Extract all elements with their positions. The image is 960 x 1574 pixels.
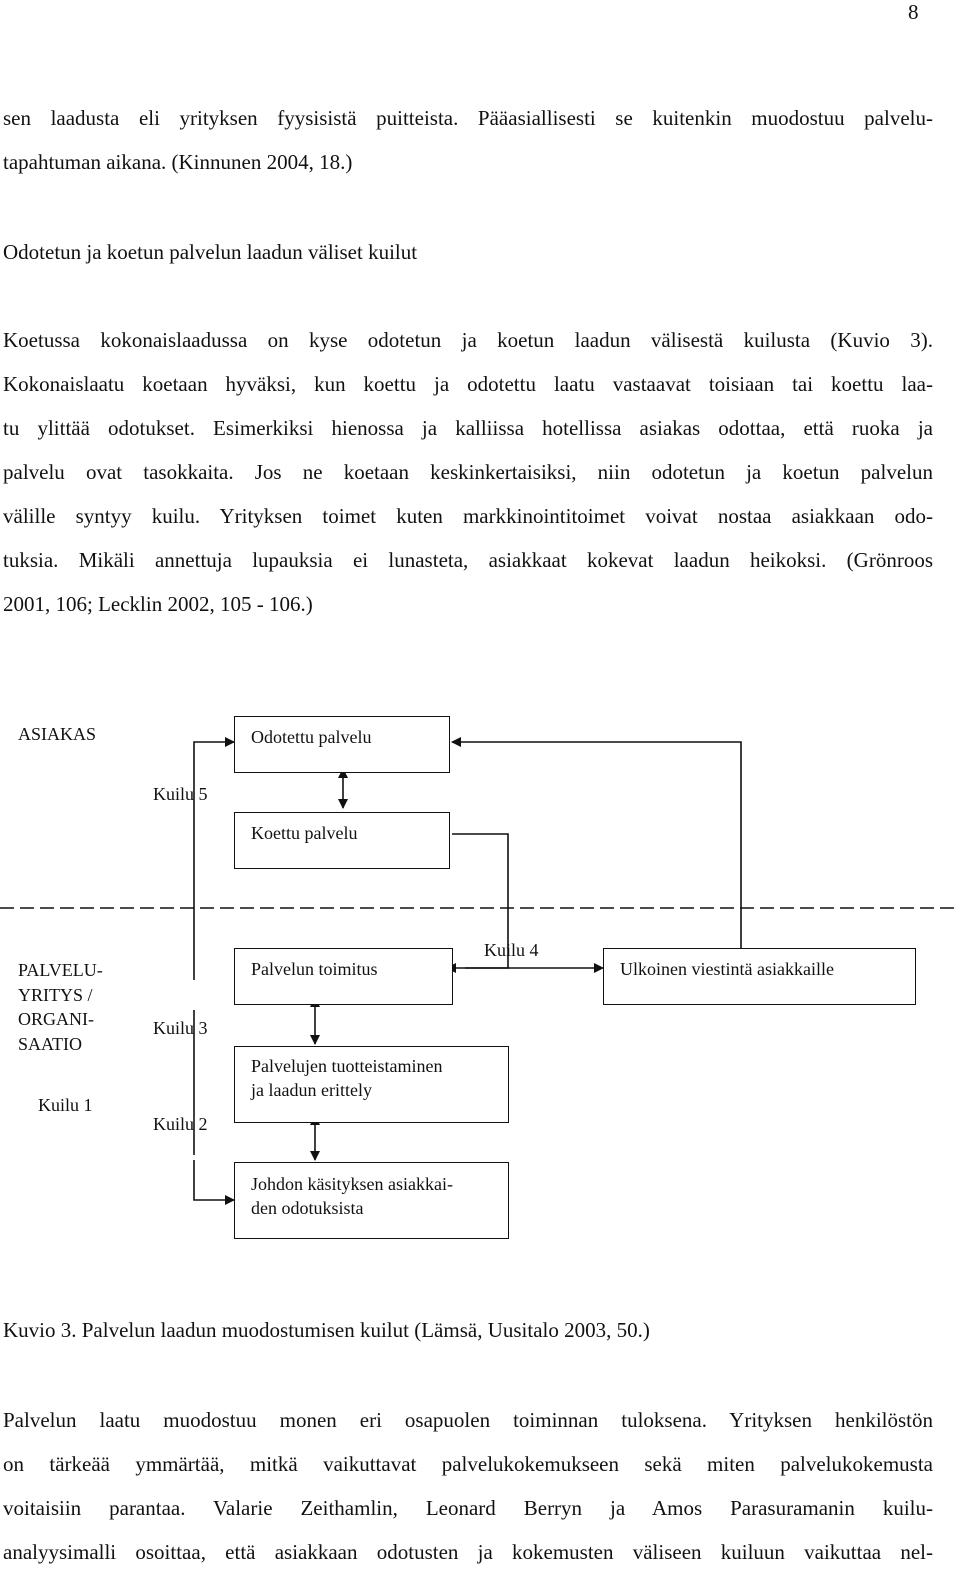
text-line: 2001, 106; Lecklin 2002, 105 - 106.) [3, 592, 313, 616]
kuilu2-label: Kuilu 2 [153, 1114, 208, 1134]
text-line: tapahtuman aikana. (Kinnunen 2004, 18.) [3, 150, 353, 174]
text-line: sen laadusta eli yrityksen fyysisistä puitteista. Pääasiallisesti se kuitenkin muodostuu palvelu- [3, 106, 933, 130]
section-heading: Odotetun ja koetun palvelun laadun väliset kuilut [3, 240, 418, 264]
text-line: analyysimalli osoittaa, että asiakkaan odotusten ja kokemusten väliseen kuiluun vaikuttaa nel- [3, 1540, 933, 1564]
service-delivery-box [234, 948, 453, 1005]
external-communication-box [603, 948, 916, 1005]
paragraph-model [3, 1398, 933, 1574]
box-label: Odotettu palvelu [251, 727, 372, 747]
customer-label: ASIAKAS [18, 724, 97, 744]
organisation-label-line: PALVELU- [18, 960, 103, 980]
kuilu5-connector [194, 742, 234, 980]
figure-caption: Kuvio 3. Palvelun laadun muodostumisen kuilut (Lämsä, Uusitalo 2003, 50.) [3, 1318, 650, 1342]
text-line: välille syntyy kuilu. Yrityksen toimet kuten markkinointitoimet voivat nostaa asiakkaan odo- [3, 504, 933, 528]
text-line: tuksia. Mikäli annettuja lupauksia ei lunasteta, asiakkaat kokevat laadun heikoksi. (Grönroos [3, 548, 933, 572]
box-label: Johdon käsityksen asiakkai- [251, 1174, 453, 1194]
kuilu5-label: Kuilu 5 [153, 784, 208, 804]
text-line: palvelu ovat tasokkaita. Jos ne koetaan keskinkertaisiksi, niin odotetun ja koetun palvelun [3, 460, 933, 484]
box-label: den odotuksista [251, 1198, 364, 1218]
service-specification-box [234, 1046, 509, 1123]
text-line: voitaisiin parantaa. Valarie Zeithamlin, Leonard Berryn ja Amos Parasuramanin kuilu- [3, 1496, 933, 1520]
kuilu4-label: Kuilu 4 [484, 940, 539, 960]
text-line: Palvelun laatu muodostuu monen eri osapuolen toiminnan tuloksena. Yrityksen henkilöstön [3, 1408, 933, 1432]
expected-service-box [234, 716, 450, 773]
kuilu3-label: Kuilu 3 [153, 1018, 208, 1038]
box-label: Koettu palvelu [251, 823, 358, 843]
external-communication-loop [452, 742, 741, 948]
experienced-service-box [234, 812, 450, 869]
kuilu1-connector [194, 1160, 234, 1200]
box-label: Ulkoinen viestintä asiakkaille [620, 959, 834, 979]
kuilu1-label: Kuilu 1 [38, 1095, 93, 1115]
text-line: on tärkeää ymmärtää, mitkä vaikuttavat palvelukokemukseen sekä miten palvelukokemusta [3, 1452, 933, 1476]
box-label: Palvelun toimitus [251, 959, 378, 979]
box-label: Palvelujen tuotteistaminen [251, 1056, 443, 1076]
management-perception-box [234, 1162, 509, 1239]
text-line: Kokonaislaatu koetaan hyväksi, kun koettu ja odotettu laatu vastaavat toisiaan tai koettu laa- [3, 372, 933, 396]
box-label: ja laadun erittely [251, 1080, 372, 1100]
organisation-label-line: SAATIO [18, 1033, 83, 1054]
paragraph-intro [3, 96, 933, 184]
paragraph-gaps [3, 318, 933, 626]
text-line: tu ylittää odotukset. Esimerkiksi hienossa ja kalliissa hotellissa asiakas odottaa, että ruoka ja [3, 416, 933, 440]
organisation-label [18, 958, 103, 1056]
text-line: Koetussa kokonaislaadussa on kyse odotetun ja koetun laadun välisestä kuilusta (Kuvio 3). [3, 328, 933, 352]
organisation-label-line: YRITYS / [18, 984, 93, 1005]
gap-model-diagram [0, 700, 960, 1260]
page-number: 8 [908, 0, 919, 24]
organisation-label-line: ORGANI- [18, 1009, 94, 1029]
